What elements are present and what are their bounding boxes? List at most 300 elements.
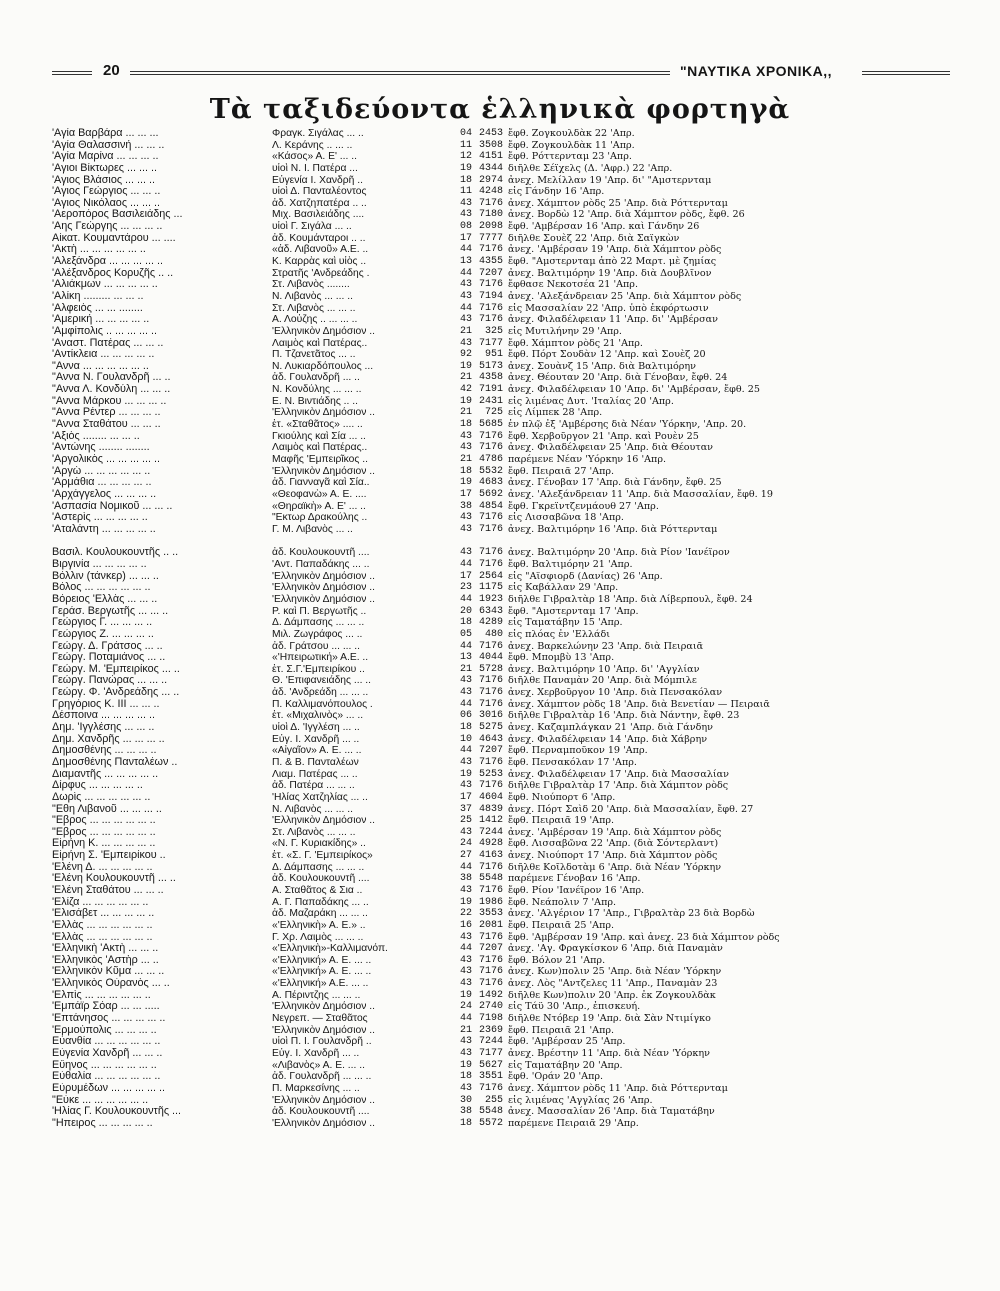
- ship-owner: Α. Σταθᾶτος & Σια ..: [272, 885, 363, 896]
- ship-tonnage: 4163: [478, 850, 503, 862]
- table-row: [52, 722, 952, 734]
- ship-owner: Εὐγ. Ι. Χανδρῆ ... ..: [272, 1047, 360, 1059]
- table-row: [52, 1025, 952, 1037]
- ship-position: ἀνεχ. Χερβοῦργον 10 'Απρ. διὰ Πενσακόλαν: [508, 687, 723, 699]
- ship-owner: ἀδ. Γουλανδρῆ ... ... ..: [272, 1071, 372, 1083]
- ship-position: ἔφθ. 'Αμβέρσαν 19 'Απρ. καὶ ἀνεχ. 23 διὰ Χάμπτον ρὸδς: [508, 931, 780, 943]
- ship-code: 38: [459, 1106, 472, 1118]
- page-header: [0, 62, 1000, 84]
- table-row: [52, 244, 952, 256]
- page-title: Τὰ ταξιδεύοντα ἑλληνικὰ φορτηγὰ: [209, 94, 791, 125]
- ship-position: ἔφθ. Ζογκουλδὰκ 11 'Απρ.: [508, 139, 635, 151]
- ship-position: ἔφθ. Λισσαβῶνα 22 'Απρ. (διὰ Σόντερλαντ): [508, 838, 719, 850]
- table-row: [52, 664, 952, 676]
- ship-name: Γρηγόριος Κ. ΙΙΙ ... ... ..: [52, 698, 160, 710]
- ship-name: Γεώργιος Ζ. ... ... ... ..: [52, 628, 154, 640]
- ship-owner: υἱοὶ Δ. Πανταλέοντος: [272, 186, 367, 198]
- ship-position: εἰς λιμένας 'Αγγλίας 26 'Απρ.: [508, 1094, 653, 1106]
- ship-code: 24: [459, 838, 472, 850]
- ship-owner: ἑτ. Σ.Γ.'Εμπειρίκου ..: [272, 663, 365, 675]
- ship-position: ἀνεχ. 'Αλεξάνδρειαν 25 'Απρ. διὰ Χάμπτον ρὸδς: [508, 290, 742, 302]
- ship-code: 19: [459, 477, 472, 489]
- table-row: [52, 978, 952, 990]
- ship-owner: Ε. Ν. Βιντιάδης .. ..: [272, 395, 358, 407]
- ship-name: 'Ασπασία Νομικοῦ ... ... ..: [52, 500, 173, 512]
- ship-position: ἀνεχ. Μελίλλαν 19 'Απρ. δι' "Αμστερνταμ: [508, 174, 712, 186]
- ship-tonnage: 7244: [478, 826, 503, 838]
- ship-code: 13: [459, 652, 472, 664]
- ship-tonnage: 4344: [478, 162, 503, 174]
- ship-owner: 'Ηλίας Χατζηλίας ... ..: [272, 791, 368, 803]
- table-row: [52, 594, 952, 606]
- ship-code: 43: [459, 756, 472, 768]
- table-row: [52, 920, 952, 932]
- ship-name: Βιργινία ... ... ... ... ..: [52, 559, 147, 571]
- ship-tonnage: 7176: [478, 1082, 503, 1094]
- ship-owner: Λ. Κεράνης .. ... ..: [272, 139, 353, 151]
- ship-code: 44: [459, 559, 472, 571]
- ship-owner: «Ν. Γ. Κυριακίδης» ..: [272, 838, 366, 850]
- ship-tonnage: 4839: [478, 803, 503, 815]
- ship-position: ἀνεχ. 'Αμβέρσαν 19 'Απρ. διὰ Χάμπτον ρὸδς: [508, 826, 722, 838]
- table-row: [52, 349, 952, 361]
- ship-position: διῆλθε Γιβραλτὰρ 16 'Απρ. διὰ Νάντην, ἔφθ. 23: [508, 710, 740, 722]
- table-row: [52, 1118, 952, 1130]
- ship-tonnage: 4928: [478, 838, 503, 850]
- ship-owner: ἀδ. Κουλουκουντῆ ....: [272, 547, 370, 559]
- table-row: [52, 641, 952, 653]
- ship-position: ἀνεχ. Φιλαδέλφειαν 17 'Απρ. διὰ Μασσαλίαν: [508, 768, 729, 780]
- ship-code: 25: [459, 815, 472, 827]
- ship-code: 24: [459, 1001, 472, 1013]
- ship-tonnage: 7176: [478, 302, 503, 314]
- ship-owner: «'Ελληνικὴ» Α. Ε.» ..: [272, 919, 366, 931]
- ship-code: 44: [459, 244, 472, 256]
- ship-name: 'Ελληνικὴ 'Ακτὴ ... ... ..: [52, 943, 159, 955]
- ship-position: εἰς λιμένας Δυτ. 'Ιταλίας 20 'Απρ.: [508, 395, 674, 407]
- ship-owner: Γ. Χρ. Λαιμὸς ... ... ..: [272, 931, 364, 943]
- ship-name: 'Επτάνησος ... ... ... ... ..: [52, 1013, 166, 1025]
- ship-name: "Αννα Ν. Γουλανδρῆ ... ..: [52, 372, 171, 384]
- table-row: [52, 815, 952, 827]
- ship-owner: Εὐγ. Ι. Χανδρῆ ... ..: [272, 733, 360, 745]
- ship-name: Γεράσ. Βεργωτῆς ... ... ..: [52, 605, 169, 617]
- ship-position: ἀνεχ. Βαλτιμόρην 10 'Απρ. δι' 'Αγγλίαν: [508, 663, 700, 675]
- ship-name: 'Ελλὰς ... ... ... ... ... ..: [52, 919, 153, 931]
- ship-owner: Π. Τζανετᾶτος ... ..: [272, 349, 356, 361]
- ship-tonnage: 7176: [478, 885, 503, 896]
- table-row: [52, 571, 952, 583]
- ship-tonnage: 5253: [478, 768, 503, 780]
- ship-name: 'Ελένη Κουλουκουντῆ ... ..: [52, 873, 176, 885]
- ship-owner: Ρ. καὶ Π. Βεργωτῆς ..: [272, 605, 367, 617]
- ship-position: διῆλθε Κων)πολιν 20 'Απρ. ἐκ Ζογκουλδὰκ: [508, 989, 716, 1001]
- table-row: [52, 128, 952, 140]
- ship-tonnage: 7176: [478, 861, 503, 873]
- ship-position: ἀνεχ. Φιλαδέλφειαν 11 'Απρ. δι' 'Αμβέρσαν: [508, 314, 718, 326]
- ship-position: ἀνεχ. Σουὰνζ 15 'Απρ. διὰ Βαλτιμόρην: [508, 360, 696, 372]
- ship-tonnage: 2098: [478, 221, 503, 233]
- table-row: [52, 629, 952, 641]
- ship-code: 44: [459, 745, 472, 757]
- ship-code: 43: [459, 675, 472, 687]
- ship-code: 43: [459, 1036, 472, 1048]
- ship-name: "Εὐκε ... ... ... ... ... ..: [52, 1094, 149, 1106]
- ship-tonnage: 7176: [478, 931, 503, 943]
- table-row: [52, 372, 952, 384]
- ship-position: ἔφθ. "Αμστερνταμ ἀπὸ 22 Μαρτ. μὲ ζημίας: [508, 256, 717, 268]
- table-row: [52, 792, 952, 804]
- ship-name: Αἰκατ. Κουμαντάρου ... ....: [52, 232, 176, 244]
- table-row: [52, 1106, 952, 1118]
- ship-name: 'Αγία Μαρίνα ... ... ... ..: [52, 151, 159, 163]
- ship-name: 'Αξιὸς ........ ... ... ..: [52, 430, 140, 442]
- ship-owner: ἑτ. «Σταθᾶτος» .... ..: [272, 419, 363, 431]
- ship-position: ἔφθ. Γκρεϊντζενμάουθ 27 'Απρ.: [508, 500, 659, 512]
- ship-position: εἰς Τάϋ 30 'Απρ., ἐπισκευή.: [508, 1001, 641, 1013]
- ship-position: ἀνεχ. 'Αλγέριον 17 'Απρ., Γιβραλτὰρ 23 διὰ Βορδὼ: [508, 908, 755, 920]
- ship-owner: 'Αντ. Παπαδάκης ... ..: [272, 559, 370, 571]
- ship-owner: ἀδ. Γουλανδρῆ ... ..: [272, 372, 360, 384]
- ship-position: ἔφθ. Ρόττερνταμ 23 'Απρ.: [508, 151, 632, 163]
- table-row: [52, 442, 952, 454]
- ship-tonnage: 7177: [478, 1047, 503, 1059]
- ship-position: ἀνεχ. Φιλαδέλφειαν 10 'Απρ. δι' 'Αμβέρσαν, ἔφθ. 25: [508, 384, 760, 396]
- ship-tonnage: 7194: [478, 290, 503, 302]
- ship-owner: Λαιμὸς καὶ Πατέρας..: [272, 442, 368, 454]
- ship-position: ἀνεχ. 'Αλεξάνδρειαν 11 'Απρ. διὰ Μασσαλίαν, ἔφθ. 19: [508, 488, 773, 500]
- ship-code: 43: [459, 523, 472, 535]
- ship-tonnage: 7180: [478, 209, 503, 221]
- ship-name: 'Αμφίπολις .. ... ... ... ..: [52, 325, 157, 337]
- table-row: [52, 757, 952, 769]
- ship-name: 'Ελπὶς ... ... ... ... ... ..: [52, 989, 151, 1001]
- ship-owner: Μιχ. Βασιλειάδης ....: [272, 209, 365, 221]
- ship-code: 04: [459, 128, 472, 139]
- ship-tonnage: 7176: [478, 640, 503, 652]
- ship-owner: Κ. Καρρὰς καὶ υἱὸς ..: [272, 256, 367, 268]
- ship-code: 44: [459, 640, 472, 652]
- table-row: [52, 606, 952, 618]
- table-row: [52, 279, 952, 291]
- ship-group: [52, 547, 952, 1129]
- table-row: [52, 454, 952, 466]
- ship-tonnage: 7176: [478, 780, 503, 792]
- ship-position: παρέμενε Γένοβαν 16 'Απρ.: [508, 873, 641, 885]
- ship-tonnage: 7198: [478, 1013, 503, 1025]
- ship-code: 43: [459, 885, 472, 896]
- ship-name: 'Αντίκλεια ... ... ... ... ..: [52, 349, 155, 361]
- ship-code: 19: [459, 360, 472, 372]
- ship-position: εἰς Μυτιλήνην 29 'Απρ.: [508, 325, 622, 337]
- ship-tonnage: 4289: [478, 617, 503, 629]
- ship-owner: υἱοὶ Δ. 'Ιγγλέση ... ..: [272, 722, 360, 734]
- ship-code: 21: [459, 372, 472, 384]
- table-row: [52, 466, 952, 478]
- ship-owner: «ἀδ. Λιβανοῦ» Α.Ε. ..: [272, 244, 369, 256]
- ship-name: Δημ. 'Ιγγλέσης ... ... ..: [52, 722, 155, 734]
- ship-owner: ἀδ. 'Ανδρεάδη ... ... ..: [272, 687, 369, 699]
- table-row: [52, 862, 952, 874]
- ship-tonnage: 7176: [478, 547, 503, 559]
- header-rule-middle: [130, 71, 670, 75]
- ship-name: 'Αγιος Βλάσιος ... ... ..: [52, 174, 156, 186]
- table-row: [52, 431, 952, 443]
- table-row: [52, 873, 952, 885]
- table-row: [52, 338, 952, 350]
- ship-tonnage: 7207: [478, 745, 503, 757]
- ship-name: 'Αρχάγγελος ... ... ... ..: [52, 488, 157, 500]
- ship-group: [52, 128, 952, 535]
- ship-name: 'Αργὼ ... ... ... ... ... ..: [52, 465, 151, 477]
- ship-code: 44: [459, 861, 472, 873]
- ship-position: ἀνεχ. Μασσαλίαν 26 'Απρ. διὰ Ταματάβην: [508, 1106, 715, 1118]
- ship-position: εἰς "Αϊσφιορδ (Δανίας) 26 'Απρ.: [508, 570, 663, 582]
- ship-tonnage: 7176: [478, 756, 503, 768]
- ship-code: 17: [459, 791, 472, 803]
- table-row: [52, 547, 952, 559]
- ship-name: Εὐανθία ... ... ... ... ... ..: [52, 1036, 161, 1048]
- ship-owner: Α. Πέριντζης ... ... ..: [272, 989, 361, 1001]
- ship-name: 'Αντώνης ........ ........: [52, 442, 150, 454]
- ship-tonnage: 4643: [478, 733, 503, 745]
- ship-position: διῆλθε Σουὲζ 22 'Απρ. διὰ Σαϊγκὼν: [508, 232, 680, 244]
- ship-code: 27: [459, 850, 472, 862]
- ship-name: 'Αργολικὸς ... ... ... ... ..: [52, 453, 161, 465]
- table-row: [52, 209, 952, 221]
- ship-name: 'Αστερὶς ... ... ... ... ..: [52, 512, 148, 524]
- ship-tonnage: 1175: [478, 582, 503, 594]
- ship-owner: ἀδ. Γιανναγᾶ καὶ Σία..: [272, 477, 370, 489]
- ship-owner: Α. Γ. Παπαδάκης ... ..: [272, 896, 369, 908]
- ship-owner: Μιλ. Ζωγράφος ... ..: [272, 628, 363, 640]
- ship-position: εἰς Λίμπεκ 28 'Απρ.: [508, 407, 603, 419]
- ship-code: 43: [459, 209, 472, 221]
- ship-owner: Π. Καλλιμανόπουλος .: [272, 698, 373, 710]
- ship-name: 'Αμερική ... ... ... ... ..: [52, 314, 150, 326]
- ship-code: 43: [459, 687, 472, 699]
- ship-code: 43: [459, 978, 472, 990]
- ship-name: Βόλος ... ... ... ... ... ..: [52, 582, 151, 594]
- ship-code: 18: [459, 174, 472, 186]
- ship-code: 17: [459, 570, 472, 582]
- ship-name: Δωρὶς ... ... ... ... ... ..: [52, 791, 151, 803]
- ship-owner: υἱοὶ Π. Ι. Γουλανδρῆ ..: [272, 1036, 372, 1048]
- ship-position: ἔφθασε Νεκοτσέα 21 'Απρ.: [508, 279, 638, 291]
- table-row: [52, 559, 952, 571]
- ship-tonnage: 325: [484, 325, 503, 337]
- table-row: [52, 897, 952, 909]
- ship-code: 13: [459, 256, 472, 268]
- table-row: [52, 314, 952, 326]
- ship-tonnage: 4683: [478, 477, 503, 489]
- table-row: [52, 966, 952, 978]
- table-row: [52, 780, 952, 792]
- table-row: [52, 233, 952, 245]
- ship-name: Δημ. Χανδρῆς ... ... ... ..: [52, 733, 165, 745]
- ship-name: Δημοσθένης Πανταλέων ..: [52, 756, 178, 768]
- ship-tonnage: 7176: [478, 197, 503, 209]
- ship-tonnage: 1986: [478, 896, 503, 908]
- ship-code: 08: [459, 221, 472, 233]
- ship-name: "Εβρος ... ... ... ... ... ..: [52, 815, 156, 827]
- table-row: [52, 384, 952, 396]
- ship-position: ἔφθ. Νιούπορτ 6 'Απρ.: [508, 791, 616, 803]
- ship-owner: «'Ελληνική» Α.Ε. ... ..: [272, 978, 369, 990]
- ship-position: ἀνεχ. Βορδὼ 12 'Απρ. διὰ Χάμπτον ρὸδς, ἔφθ. 26: [508, 209, 745, 221]
- ship-tonnage: 7777: [478, 232, 503, 244]
- ship-owner: 'Ελληνικὸν Δημόσιον ..: [272, 570, 375, 582]
- ship-owner: Στ. Λιβανὸς ... ... ..: [272, 302, 356, 314]
- ship-tonnage: 7191: [478, 384, 503, 396]
- ship-code: 19: [459, 896, 472, 908]
- ship-name: 'Ελένη Σταθάτου ... ... ..: [52, 885, 164, 896]
- ship-position: διῆλθε Ντόβερ 19 'Απρ. διὰ Σὰν Ντιμίγκο: [508, 1013, 711, 1025]
- ship-position: εἰς Ταματάβην 20 'Απρ.: [508, 1059, 623, 1071]
- ship-tonnage: 4151: [478, 151, 503, 163]
- ship-position: ἔφθ. "Αμστερνταμ 17 'Απρ.: [508, 605, 639, 617]
- ship-code: 18: [459, 465, 472, 477]
- ship-tonnage: 4358: [478, 372, 503, 384]
- ship-code: 18: [459, 722, 472, 734]
- ship-name: Βασιλ. Κουλουκουντῆς .. ..: [52, 547, 179, 559]
- ship-code: 21: [459, 407, 472, 419]
- ship-code: 43: [459, 314, 472, 326]
- ship-owner: ἀδ. Γράτσου ... ... ..: [272, 640, 360, 652]
- ship-name: Εἰρήνη Σ. 'Εμπειρίκου ..: [52, 850, 166, 862]
- table-row: [52, 186, 952, 198]
- ship-code: 43: [459, 197, 472, 209]
- ship-code: 43: [459, 1047, 472, 1059]
- ship-code: 44: [459, 267, 472, 279]
- ship-tonnage: 7176: [478, 978, 503, 990]
- ship-name: 'Ελισάβετ ... ... ... ... ..: [52, 908, 155, 920]
- table-row: [52, 710, 952, 722]
- ship-owner: 'Ελληνικὸν Δημόσιον ..: [272, 1001, 375, 1013]
- ship-owner: 'Ελληνικὸν Δημόσιον ..: [272, 465, 375, 477]
- table-row: [52, 838, 952, 850]
- table-row: [52, 745, 952, 757]
- ship-name: 'Ηλίας Γ. Κουλουκουντῆς ...: [52, 1106, 182, 1118]
- ship-code: 43: [459, 1082, 472, 1094]
- ship-code: 19: [459, 395, 472, 407]
- table-row: [52, 140, 952, 152]
- ship-tonnage: 7176: [478, 314, 503, 326]
- ship-position: διῆλθε Σέϊχελς (Δ. 'Αφρ.) 22 'Απρ.: [508, 162, 673, 174]
- ship-position: ἐν πλῷ ἐξ 'Αμβέρσης διὰ Νέαν 'Υόρκην, 'Απρ. 20.: [508, 419, 747, 431]
- ship-tonnage: 5173: [478, 360, 503, 372]
- table-row: [52, 652, 952, 664]
- ship-position: ἀνεχ. Βρέστην 11 'Απρ. διὰ Νέαν 'Υόρκην: [508, 1047, 710, 1059]
- table-row: [52, 699, 952, 711]
- table-row: [52, 1095, 952, 1107]
- ship-name: Γεώργ. Ποταμιάνος ... ..: [52, 652, 166, 664]
- table-row: [52, 512, 952, 524]
- table-row: [52, 361, 952, 373]
- ship-name: 'Ερμούπολις ... ... ... ..: [52, 1024, 157, 1036]
- ship-tonnage: 4786: [478, 453, 503, 465]
- ship-tonnage: 3508: [478, 139, 503, 151]
- ship-owner: 'Ελληνικὸν Δημόσιον ..: [272, 325, 375, 337]
- ship-tonnage: 1923: [478, 593, 503, 605]
- table-row: [52, 1060, 952, 1072]
- ship-name: 'Αγιοι Βίκτωρες ... ... ..: [52, 162, 157, 174]
- ship-position: ἔφθ. Νεάπολιν 7 'Απρ.: [508, 896, 617, 908]
- ship-owner: 'Ελληνικὸν Δημόσιον ..: [272, 593, 375, 605]
- ship-position: εἰς Ταματάβην 15 'Απρ.: [508, 617, 623, 629]
- table-row: [52, 221, 952, 233]
- ship-code: 43: [459, 279, 472, 291]
- ship-owner: Λιαμ. Πατέρας ... ..: [272, 768, 358, 780]
- ship-owner: υἱοὶ Γ. Σιγάλα ... ..: [272, 221, 352, 233]
- ship-position: ἀνεχ. Καζαμπλάγκαν 21 'Απρ. διὰ Γάνδην: [508, 722, 713, 734]
- ship-name: Εὐθαλία ... ... ... ... ... ..: [52, 1071, 161, 1083]
- ship-code: 16: [459, 919, 472, 931]
- table-row: [52, 617, 952, 629]
- table-row: [52, 804, 952, 816]
- ship-owner: ἑτ. «Μιχαλινὸς» ... ..: [272, 710, 364, 722]
- ship-code: 17: [459, 488, 472, 500]
- ship-code: 12: [459, 151, 472, 163]
- ship-code: 38: [459, 500, 472, 512]
- ship-name: 'Αλφειὸς ... ... ........: [52, 302, 143, 314]
- ship-code: 44: [459, 1013, 472, 1025]
- magazine-title: "ΝΑΥΤΙΚΑ ΧΡΟΝΙΚΑ,,: [680, 63, 833, 79]
- ship-tonnage: 7177: [478, 337, 503, 349]
- ship-position: ἀνεχ. 'Αγ. Φραγκίσκον 6 'Απρ. διὰ Παναμὰν: [508, 943, 723, 955]
- ship-owner: «Θηραϊκὴ» Α. Ε' ... ..: [272, 500, 366, 512]
- table-row: [52, 943, 952, 955]
- ship-owner: Γ. Μ. Λιβανὸς ... ..: [272, 523, 353, 535]
- ship-code: 42: [459, 384, 472, 396]
- ship-position: ἔφθ. Πειραιᾶ 21 'Απρ.: [508, 1024, 615, 1036]
- ship-position: ἔφθ. Πειραιᾶ 25 'Απρ.: [508, 919, 615, 931]
- ship-name: 'Εμπάϊρ Σόαρ ... ... .....: [52, 1001, 160, 1013]
- ship-tonnage: 2431: [478, 395, 503, 407]
- ship-tonnage: 725: [484, 407, 503, 419]
- ship-owner: «Αἰγαῖον» Α. Ε. ... ..: [272, 745, 362, 757]
- ship-owner: ἀδ. Κουμάνταροι .. ..: [272, 232, 366, 244]
- table-row: [52, 489, 952, 501]
- ship-tonnage: 4248: [478, 186, 503, 198]
- ship-name: Διαμαντῆς ... ... ... ... ..: [52, 768, 159, 780]
- ship-name: 'Αταλάντη ... ... ... ... ..: [52, 523, 156, 535]
- ship-position: ἀνεχ. Χάμπτον ρὸδς 11 'Απρ. διὰ Ρόττερνταμ: [508, 1082, 728, 1094]
- ship-tonnage: 7176: [478, 698, 503, 710]
- ship-code: 21: [459, 663, 472, 675]
- ship-position: ἀνεχ. Βαλτιμόρην 20 'Απρ. διὰ Ρίον 'Ιανέϊρον: [508, 547, 730, 559]
- ship-code: 43: [459, 954, 472, 966]
- table-row: [52, 303, 952, 315]
- ship-owner: ἀδ. Πατέρα ... ... ..: [272, 780, 355, 792]
- ship-owner: Στ. Λιβανὸς ........: [272, 279, 350, 291]
- ship-name: Εὔηνος ... ... ... ... ... ..: [52, 1059, 157, 1071]
- ship-code: 44: [459, 302, 472, 314]
- ship-code: 19: [459, 989, 472, 1001]
- ship-name: Γεώργ. Δ. Γράτσος ... ..: [52, 640, 163, 652]
- ship-name: 'Αλεξάνδρα ... ... ... ... ..: [52, 256, 164, 268]
- ship-tonnage: 4355: [478, 256, 503, 268]
- ship-tonnage: 7207: [478, 943, 503, 955]
- ship-code: 38: [459, 873, 472, 885]
- table-row: [52, 524, 952, 536]
- ship-tonnage: 3551: [478, 1071, 503, 1083]
- ship-owner: 'Ελληνικὸν Δημόσιον ..: [272, 1094, 375, 1106]
- ship-position: ἀνεχ. Βαλτιμόρην 16 'Απρ. διὰ Ρόττερνταμ: [508, 523, 718, 535]
- ship-tonnage: 255: [484, 1094, 503, 1106]
- table-row: [52, 582, 952, 594]
- ship-name: "Αννα Λ. Κονδύλη ... ... ..: [52, 384, 171, 396]
